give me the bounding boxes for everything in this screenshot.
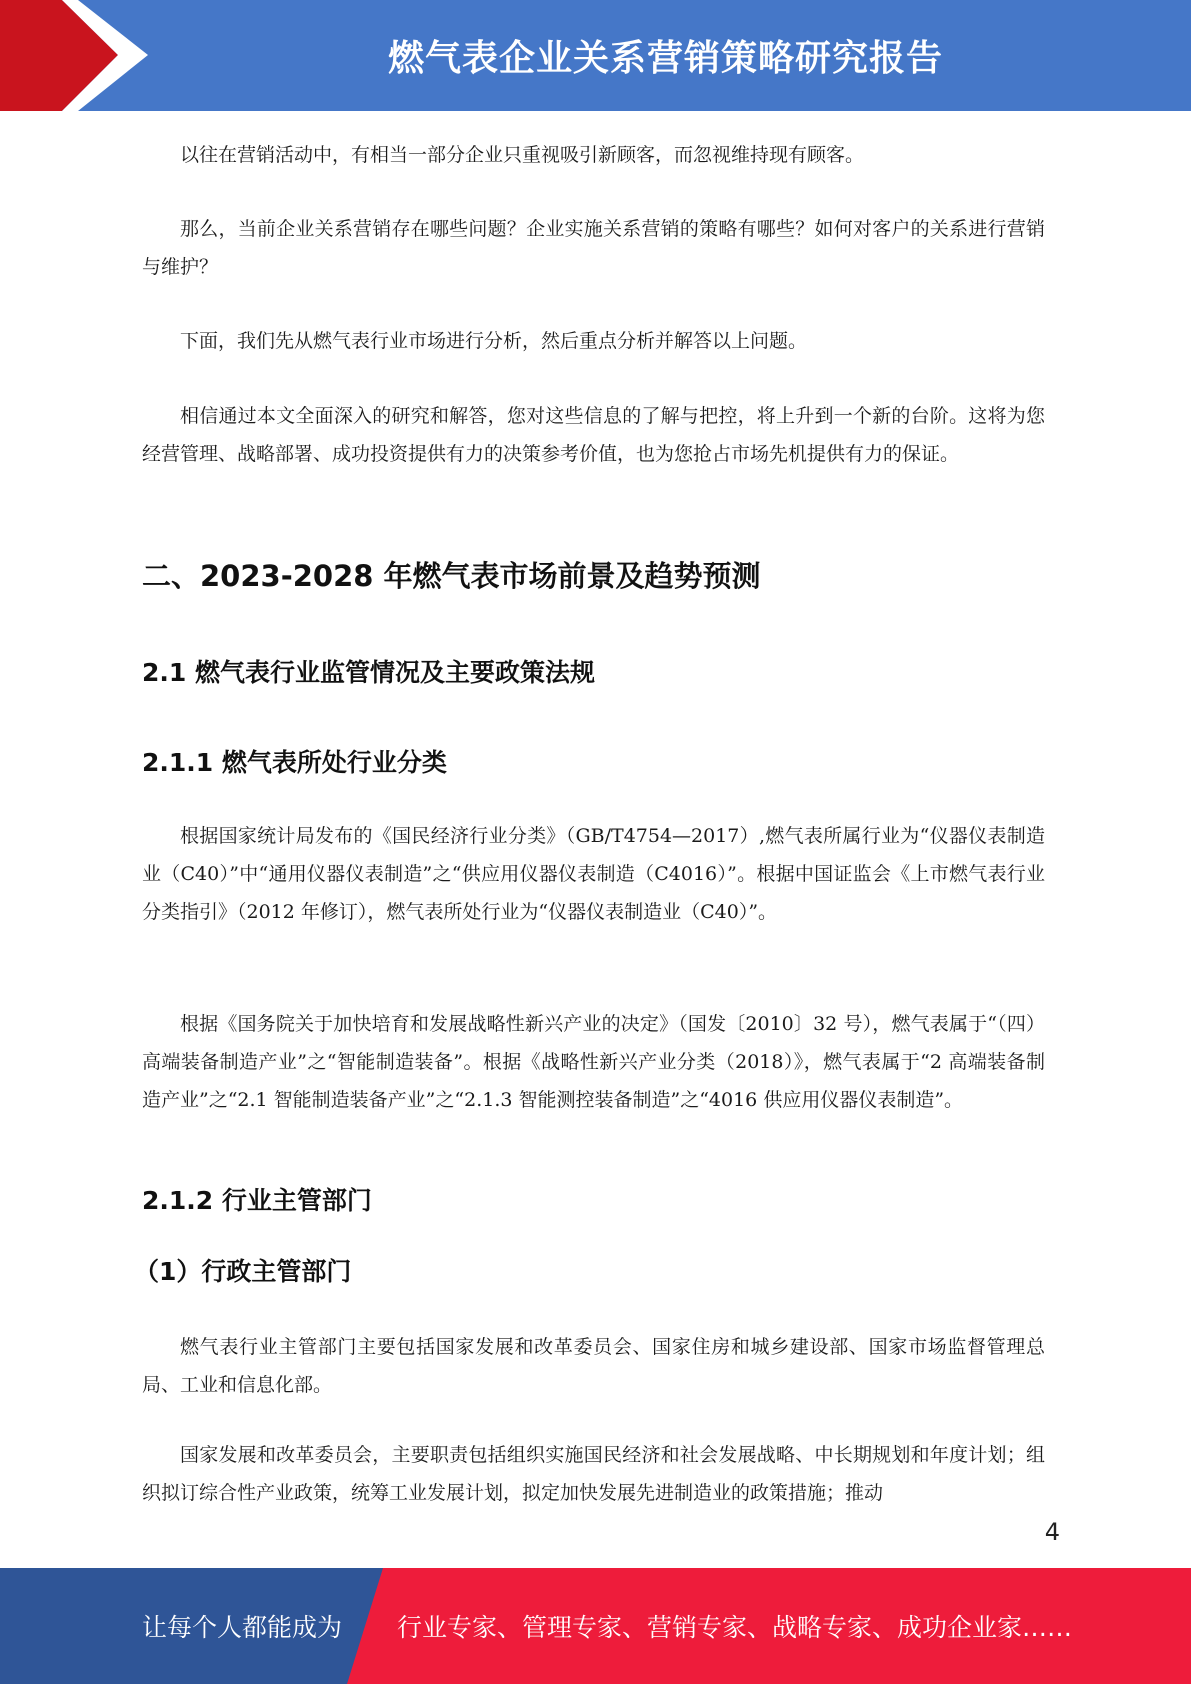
paragraph: 相信通过本文全面深入的研究和解答，您对这些信息的了解与把控，将上升到一个新的台阶。这将为您经营管理、战略部署、成功投资提供有力的决策参考价值，也为您抢占市场先机提供有力的保证。 xyxy=(142,405,1045,465)
paragraph: 国家发展和改革委员会，主要职责包括组织实施国民经济和社会发展战略、中长期规划和年度计划；组织拟订综合性产业政策，统筹工业发展计划，拟定加快发展先进制造业的政策措施；推动 xyxy=(142,1444,1045,1504)
document-title: 燃气表企业关系营销策略研究报告 xyxy=(387,38,943,79)
paragraph: 那么，当前企业关系营销存在哪些问题？企业实施关系营销的策略有哪些？如何对客户的关系进行营销与维护？ xyxy=(142,218,1045,278)
section-heading: 二、2023-2028 年燃气表市场前景及趋势预测 xyxy=(142,559,761,593)
paragraph: 下面，我们先从燃气表行业市场进行分析，然后重点分析并解答以上问题。 xyxy=(180,330,808,352)
page-number: 4 xyxy=(1044,1518,1060,1546)
footer-slogan-right: 行业专家、管理专家、营销专家、战略专家、成功企业家…… xyxy=(397,1613,1073,1642)
subsection-heading: 2.1 燃气表行业监管情况及主要政策法规 xyxy=(142,658,595,687)
subsection-heading: （1）行政主管部门 xyxy=(134,1257,352,1286)
subsection-heading: 2.1.1 燃气表所处行业分类 xyxy=(142,748,447,777)
paragraph: 燃气表行业主管部门主要包括国家发展和改革委员会、国家住房和城乡建设部、国家市场监督管理总局、工业和信息化部。 xyxy=(142,1336,1045,1396)
paragraph: 以往在营销活动中，有相当一部分企业只重视吸引新顾客，而忽视维持现有顾客。 xyxy=(180,144,865,166)
footer-slogan-left: 让每个人都能成为 xyxy=(142,1613,343,1642)
subsection-heading: 2.1.2 行业主管部门 xyxy=(142,1186,372,1215)
page-footer xyxy=(0,1568,1191,1684)
paragraph: 根据《国务院关于加快培育和发展战略性新兴产业的决定》（国发〔2010〕32 号），燃气表属于“（四）高端装备制造产业”之“智能制造装备”。根据《战略性新兴产业分类（2018）》，燃气表属于“2 高端装备制造产业”之“2.1 智能制造装备产业”之“2.1.3 智能测控装备制造”之“4016 供应用仪器仪表制造”。 xyxy=(142,1013,1045,1111)
paragraph: 根据国家统计局发布的《国民经济行业分类》（GB/T4754—2017）,燃气表所属行业为“仪器仪表制造业（C40）”中“通用仪器仪表制造”之“供应用仪器仪表制造（C4016）”。根据中国证监会《上市燃气表行业分类指引》（2012 年修订），燃气表所处行业为“仪器仪表制造业（C40）”。 xyxy=(142,825,1045,923)
page-header xyxy=(0,0,1191,111)
